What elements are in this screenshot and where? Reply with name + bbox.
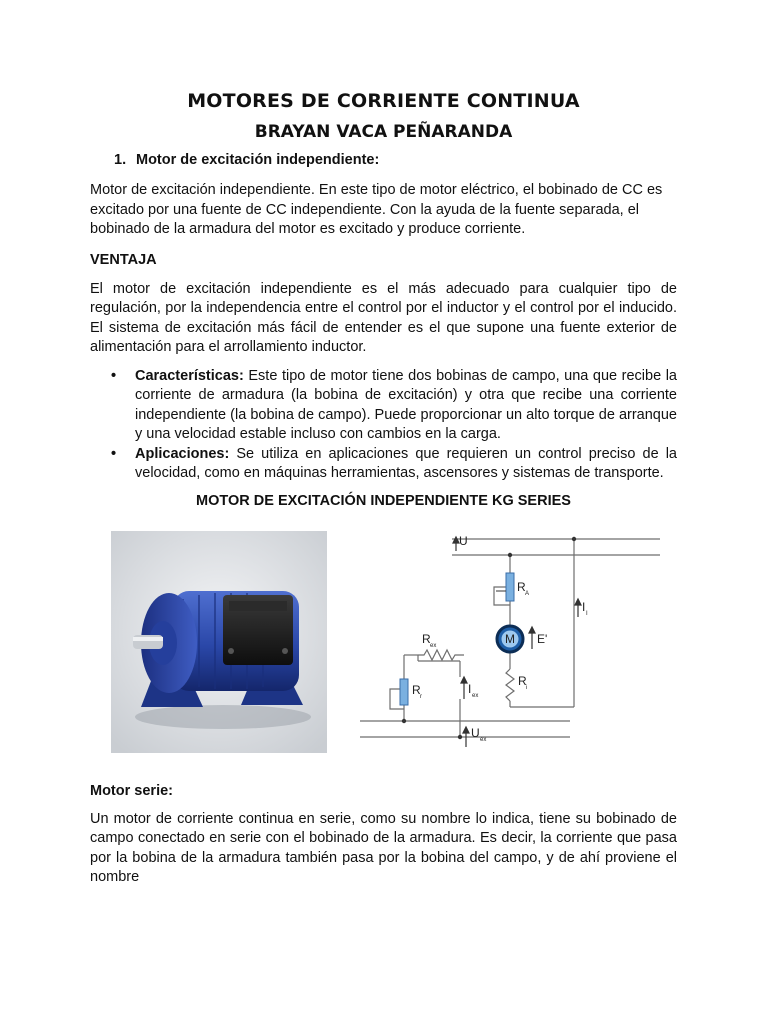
paragraph-serie: Un motor de corriente continua en serie, como su nombre lo indica, tiene su bobinado de campo conectado en serie con el bobinado de la armadura. Es decir, la corriente que pasa por la bobina de la armadura también pasa por la bobina del campo, y de ahí proviene el nombre	[90, 810, 677, 885]
motor-photo	[111, 531, 327, 753]
ventaja-heading: VENTAJA	[90, 251, 157, 268]
circuit-diagram	[360, 531, 665, 753]
label-Uex: U	[471, 725, 480, 740]
label-I: I	[582, 599, 586, 614]
bullet-list	[90, 367, 677, 484]
label-RA-sub: A	[525, 590, 530, 597]
figure-caption: MOTOR DE EXCITACIÓN INDEPENDIENTE KG SERIES	[196, 492, 571, 509]
list-item	[90, 367, 677, 445]
label-Uex-sub: ex	[480, 736, 487, 743]
label-M: M	[505, 631, 515, 646]
label-Iex-sub: ex	[472, 692, 479, 699]
label-Rr-sub: r	[420, 693, 422, 700]
section-number: 1.	[114, 152, 127, 168]
label-Ri-sub: i	[526, 684, 528, 691]
author-name: BRAYAN VACA PEÑARANDA	[254, 122, 513, 142]
paragraph-intro: Motor de excitación independiente. En este tipo de motor eléctrico, el bobinado de CC es excitado por una fuente de CC independiente. Con la ayuda de la fuente separada, el bobinado de la armadura del motor es excitado y produce corriente.	[90, 182, 663, 237]
section-title: Motor de excitación independiente:	[136, 152, 380, 168]
label-E: E'	[537, 631, 548, 646]
label-U: U	[459, 533, 468, 548]
bullet-label: Características:	[135, 367, 244, 384]
label-Ri: R	[518, 673, 527, 688]
label-Rex: R	[422, 631, 431, 646]
list-item	[90, 445, 677, 484]
bullet-text: Se utiliza en aplicaciones que requieren un control preciso de la velocidad, como en máquinas herramientas, ascensores y sistemas de transporte.	[135, 445, 677, 481]
document-page	[90, 90, 677, 888]
label-I-sub: I	[586, 610, 588, 617]
label-RA: R	[517, 579, 526, 594]
section-heading-1	[90, 152, 677, 168]
bullet-label: Aplicaciones:	[135, 445, 230, 462]
bullet-icon: •	[111, 367, 117, 384]
figures-row	[90, 521, 677, 761]
label-Iex: I	[468, 681, 472, 696]
bullet-icon: •	[111, 445, 117, 462]
label-Rr: R	[412, 682, 421, 697]
paragraph-ventaja: El motor de excitación independiente es el más adecuado para cualquier tipo de regulación, por la independencia entre el control por el inductor y el control por el inducido. El sistema de excitación más fácil de entender es el que supone una fuente exterior de alimentación para el arrollamiento inductor.	[90, 280, 677, 355]
bullet-text: Este tipo de motor tiene dos bobinas de campo, una que recibe la corriente de armadura (la bobina de excitación) y otra que recibe una corriente independiente (la bobina de campo). Puede proporcionar un alto torque de arranque y una velocidad estable incluso con cambios en la carga.	[135, 367, 677, 442]
document-title: MOTORES DE CORRIENTE CONTINUA	[187, 90, 580, 112]
serie-heading: Motor serie:	[90, 782, 173, 799]
label-Rex-sub: ex	[430, 642, 437, 649]
